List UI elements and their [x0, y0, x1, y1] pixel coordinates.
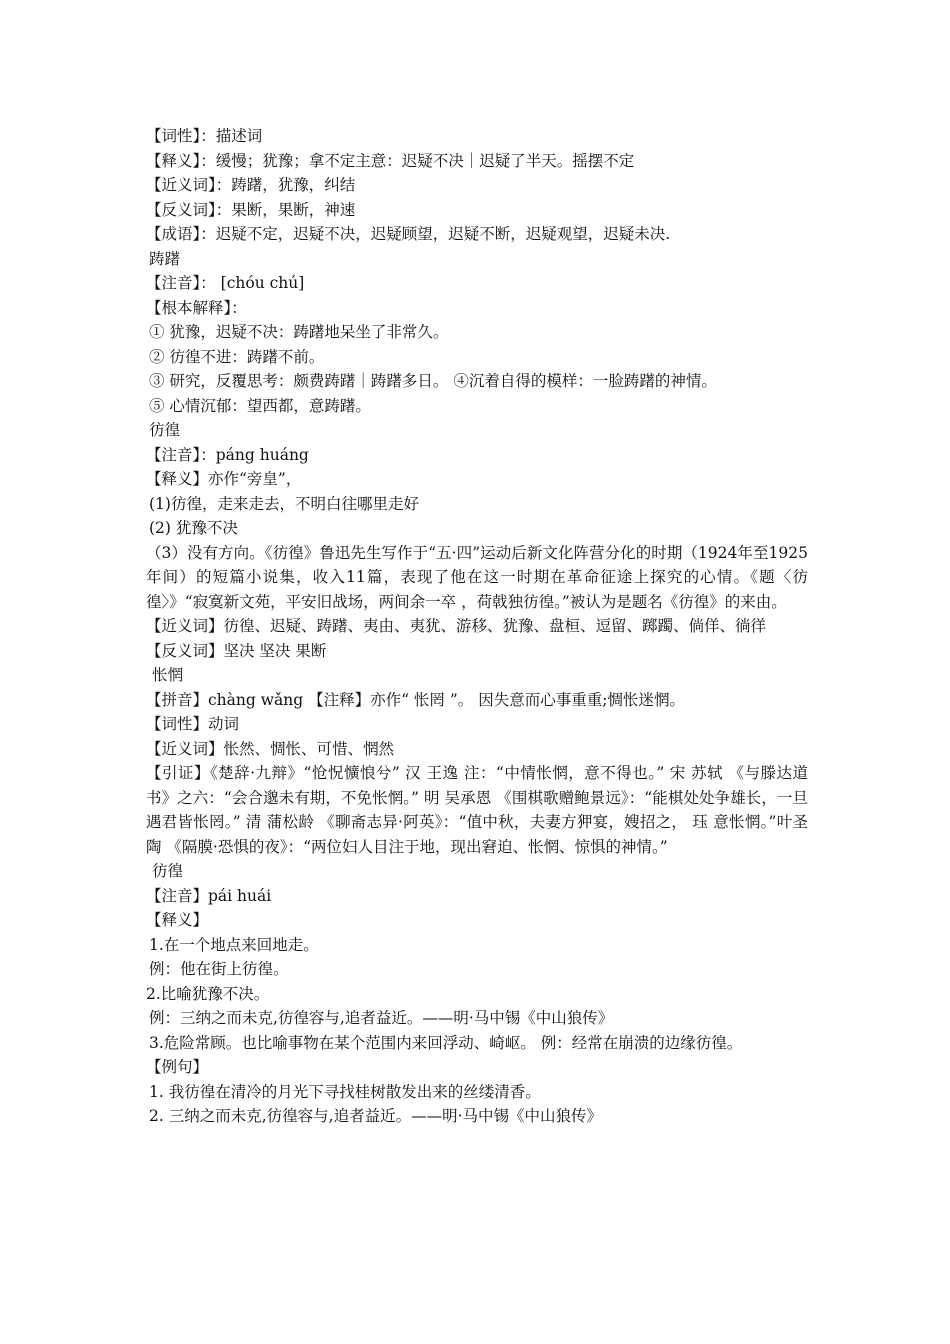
- entry-heading: 踌躇: [149, 249, 181, 268]
- text-line: 1. 我彷徨在清冷的月光下寻找桂树散发出来的丝缕清香。: [149, 1082, 541, 1101]
- text-line: (1)彷徨，走来走去，不明白往哪里走好: [149, 494, 419, 513]
- text-paragraph: （3）没有方向。《彷徨》鲁迅先生写作于“五·四”运动后新文化阵营分化的时期（1924年至1925年间）的短篇小说集，收入11篇，表现了他在这一时期在革命征途上探究的心情。《题〈彷徨〉》“寂寞新文苑，平安旧战场，两间余一卒 ，荷戟独彷徨。”被认为是题名《彷徨》的来由。: [146, 543, 808, 611]
- document-body: [146, 124, 808, 1129]
- text-line: 【根本解释】：: [146, 298, 247, 317]
- text-line: 例：他在街上彷徨。: [149, 960, 289, 978]
- text-line: ⑤ 心情沉郁：望西都，意踌躇。: [149, 396, 371, 415]
- text-line: 2. 三纳之而未克,彷徨容与,追者益近。——明·马中锡《中山狼传》: [149, 1107, 602, 1125]
- text-line: 【词性】：描述词: [146, 127, 263, 145]
- text-line: 1.在一个地点来回地走。: [149, 935, 319, 954]
- text-line: 【反义词】坚决 坚决 果断: [146, 641, 327, 660]
- text-line: 【释义】亦作“旁皇”，: [146, 470, 302, 488]
- text-line: 【近义词】怅然、惆怅、可惜、惘然: [146, 739, 395, 758]
- text-line: (2) 犹豫不决: [149, 519, 238, 537]
- text-line: 3.危险常顾。也比喻事物在某个范围内来回浮动、崎岖。 例：经常在崩溃的边缘彷徨。: [149, 1033, 743, 1052]
- text-line: 【释义】: [146, 911, 209, 929]
- text-line: 【拼音】chàng wǎng 【注释】亦作“ 怅罔 ”。 因失意而心事重重;惆怅迷惘。: [146, 690, 685, 709]
- text-line: 【近义词】：踌躇，犹豫，纠结: [146, 176, 356, 194]
- text-line: ③ 研究，反覆思考：颇费踌躇｜踌躇多日。 ④沉着自得的模样：一脸踌躇的神情。: [149, 372, 717, 390]
- text-line: 【注音】：páng huáng: [146, 445, 309, 464]
- text-line: 【释义】：缓慢；犹豫；拿不定主意：迟疑不决｜迟疑了半天。摇摆不定: [146, 151, 635, 170]
- entry-heading: 彷徨: [152, 862, 184, 880]
- text-paragraph: 【近义词】彷徨、迟疑、踌躇、夷由、夷犹、游移、犹豫、盘桓、逗留、踯躅、倘佯、徜徉: [146, 617, 767, 635]
- text-line: 【词性】动词: [146, 715, 240, 733]
- text-line: 【注音】： [chóu chú]: [146, 274, 305, 292]
- text-line: 【反义词】：果断，果断，神速: [146, 200, 356, 219]
- entry-heading: 彷徨: [149, 421, 181, 439]
- text-line: ① 犹豫，迟疑不决：踌躇地呆坐了非常久。: [149, 323, 449, 341]
- entry-heading: 怅惘: [152, 666, 184, 684]
- text-line: 【例句】: [146, 1058, 209, 1076]
- text-line: 【注音】pái huái: [146, 886, 272, 905]
- text-paragraph: 【引证】《楚辞·九辩》“怆怳懭悢兮” 汉 王逸 注：“中情怅惘，意不得也。” 宋 苏轼 《与滕达道书》之六：“会合邈未有期，不免怅惘。” 明 吴承恩 《围棋歌赠鲍景远》：“能棋处处争雄长，一旦遇君皆怅罔。” 清 蒲松龄 《聊斋志异·阿英》：“值中秋，夫妻方狎宴，嫂招之， 珏 意怅惘。”叶圣陶 《隔膜·恐惧的夜》：“两位妇人目注于地，现出窘迫、怅惘、惊惧的神情。”: [146, 764, 808, 856]
- text-line: 2.比喻犹豫不决。: [146, 984, 270, 1003]
- text-line: 例：三纳之而未克,彷徨容与,追者益近。——明·马中锡《中山狼传》: [149, 1009, 614, 1027]
- text-line: ② 彷徨不进：踌躇不前。: [149, 347, 325, 366]
- text-line: 【成语】：迟疑不定，迟疑不决，迟疑顾望，迟疑不断，迟疑观望，迟疑未决.: [146, 225, 671, 243]
